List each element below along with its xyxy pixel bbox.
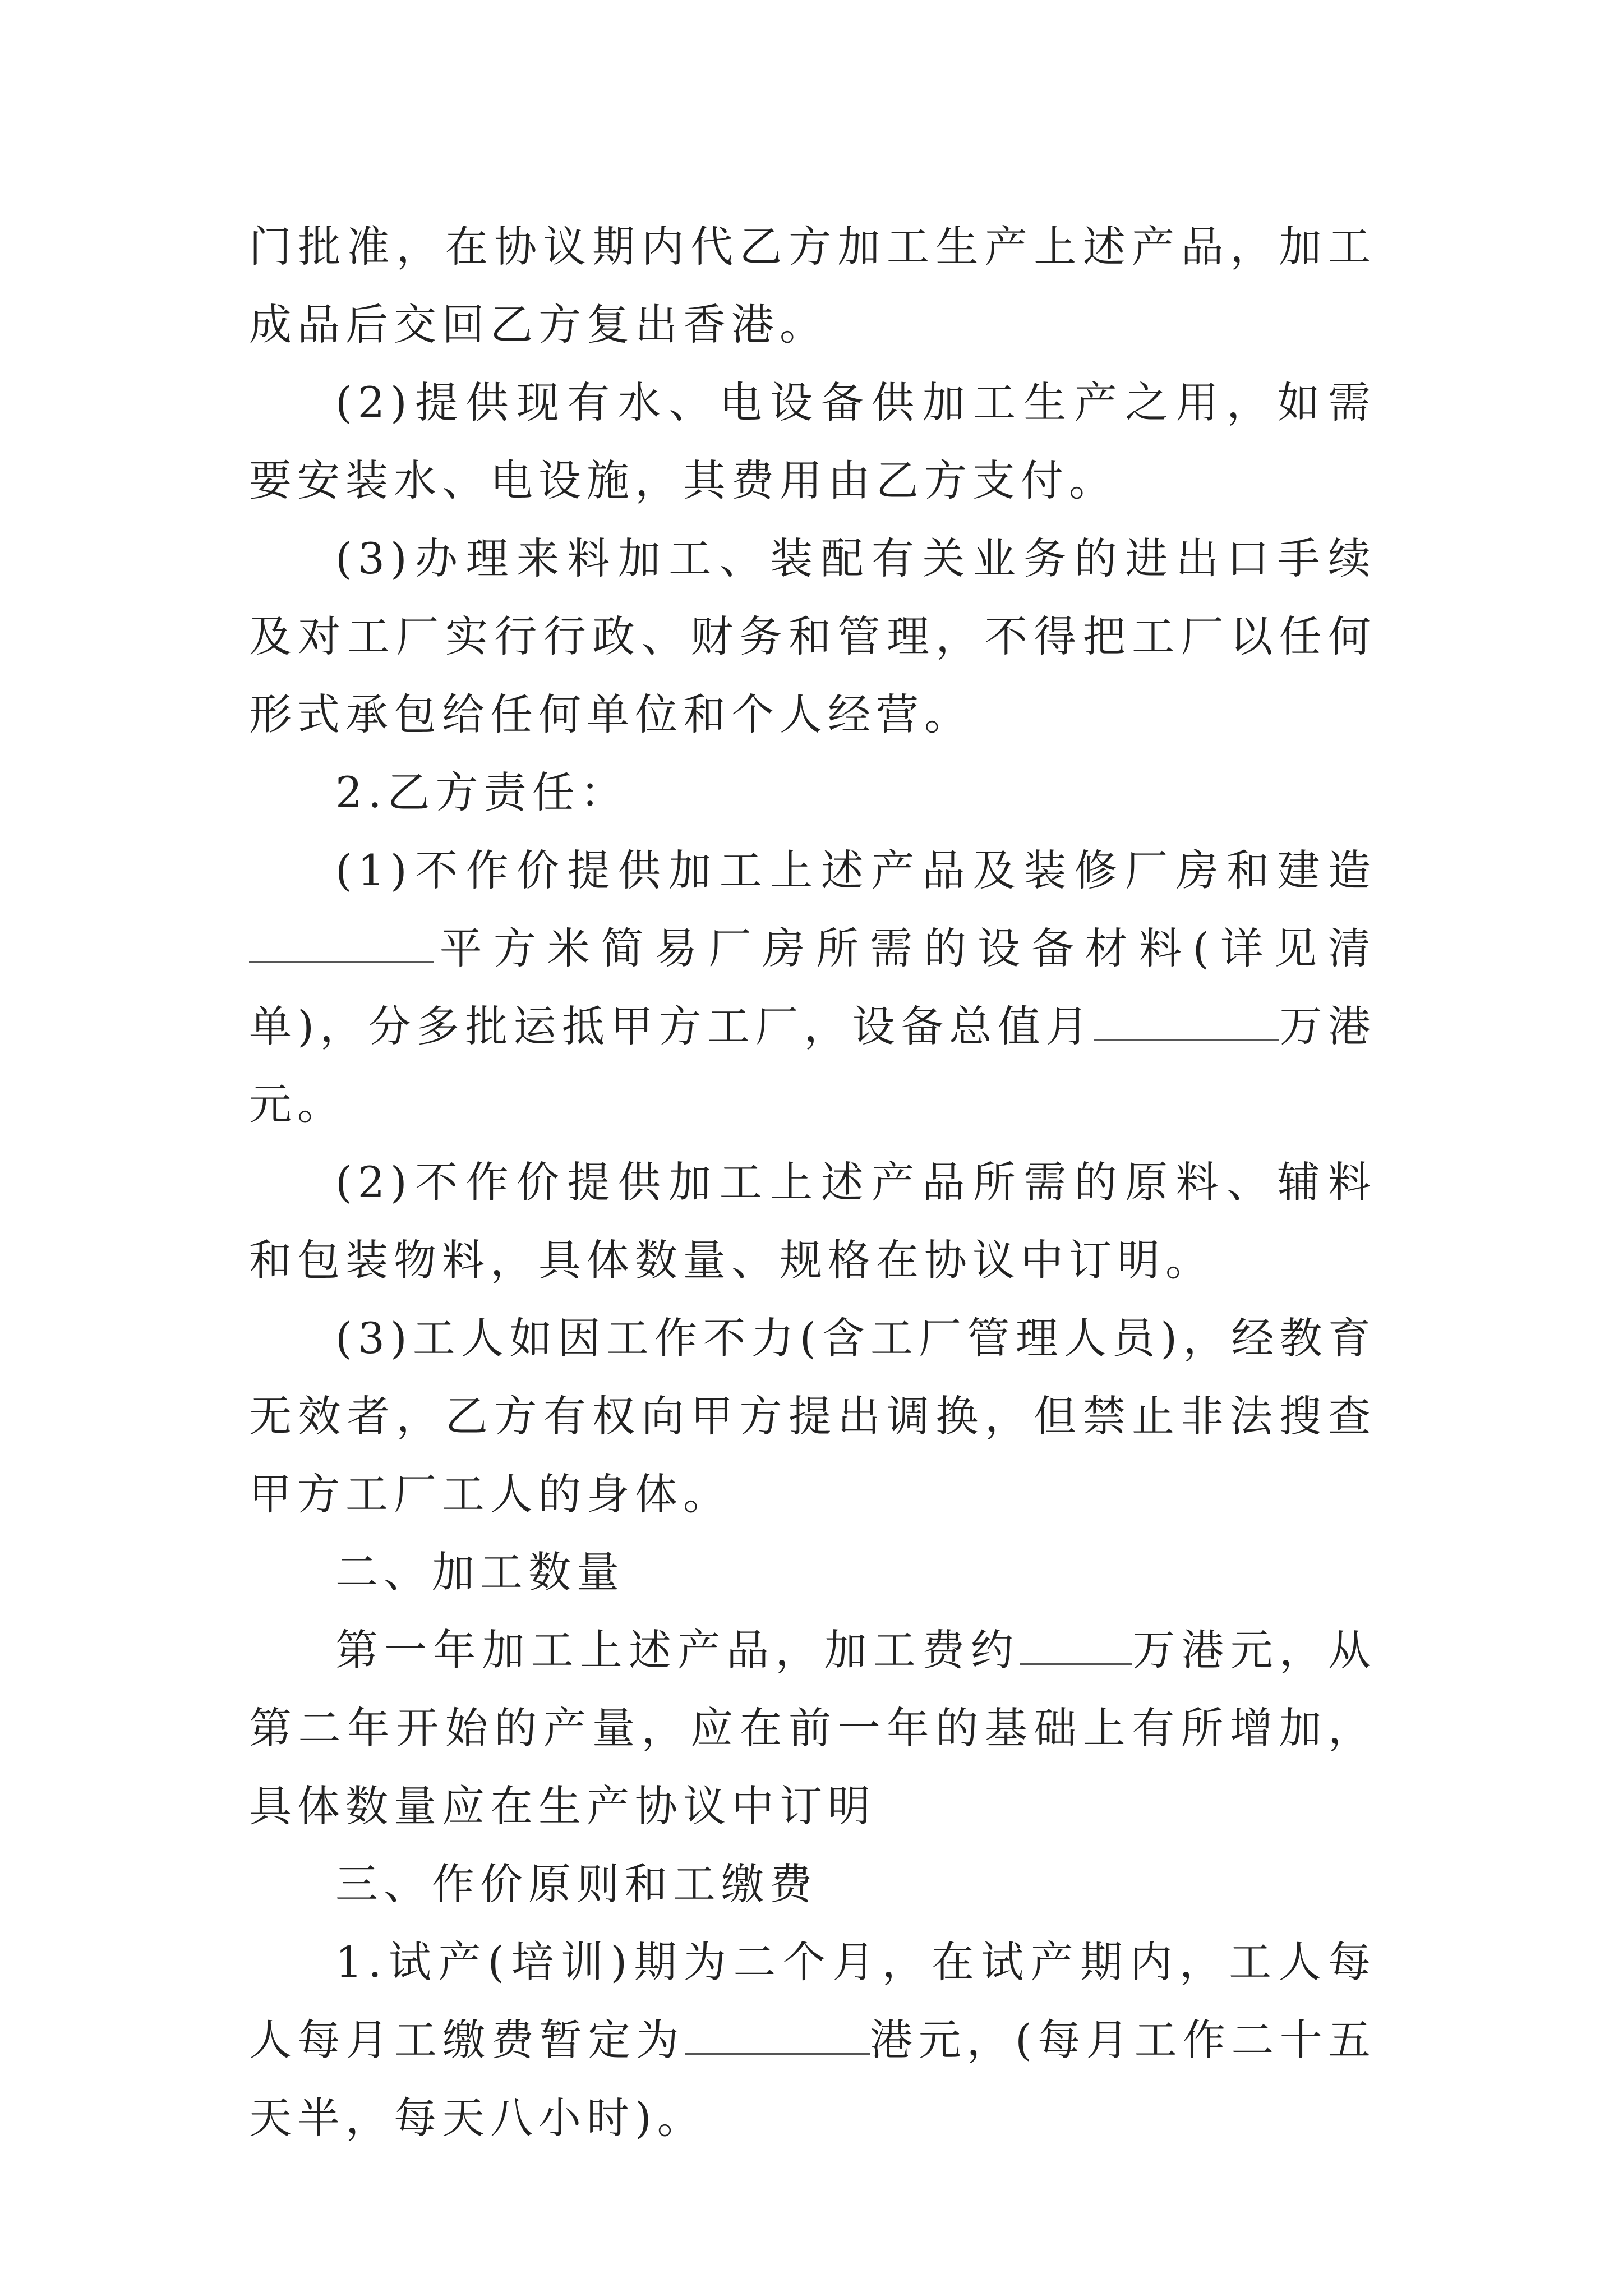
- paragraph-text: 第一年加工上述产品，加工费约: [335, 1625, 1020, 1675]
- paragraph-text: 港元，(每月工作二十五天半，每天八小时)。: [249, 2015, 1376, 2143]
- blank-line-wage: [685, 2018, 870, 2055]
- heading-text: 二、加工数量: [335, 1547, 625, 1597]
- paragraph-clause-3-workers: [249, 1299, 1376, 1533]
- paragraph-text: 平方米简易厂房所需的设备材料(详见清单)，分多批运抵甲方工厂，设备总值月: [249, 923, 1376, 1051]
- blank-line-area: [249, 927, 434, 963]
- paragraph-clause-3-procedures: [249, 519, 1376, 753]
- paragraph-processing-fee: [249, 1611, 1376, 1845]
- paragraph-clause-2-materials: [249, 1143, 1376, 1299]
- section-heading-party-b-responsibility: [249, 753, 1376, 831]
- paragraph-text: (2)提供现有水、电设备供加工生产之用，如需要安装水、电设施，其费用由乙方支付。: [249, 378, 1376, 505]
- paragraph-text: 万港元。: [249, 1001, 1376, 1129]
- paragraph-continuation: [249, 208, 1376, 364]
- blank-line-value: [1094, 1005, 1279, 1041]
- paragraph-text: (2)不作价提供加工上述产品所需的原料、辅料和包装物料，具体数量、规格在协议中订明。: [249, 1157, 1376, 1285]
- paragraph-text: 1.试产(培训)期为二个月，在试产期内，工人每人每月工缴费暂定为: [249, 1937, 1376, 2065]
- blank-line-fee: [1020, 1628, 1132, 1665]
- paragraph-clause-2-water-electricity: [249, 364, 1376, 519]
- document-body: [249, 208, 1376, 2157]
- heading-text: 三、作价原则和工缴费: [335, 1859, 818, 1909]
- paragraph-trial-period: [249, 1923, 1376, 2157]
- section-heading-pricing-principle: [249, 1845, 1376, 1923]
- section-heading-processing-quantity: [249, 1533, 1376, 1611]
- paragraph-text: (3)工人如因工作不力(含工厂管理人员)，经教育无效者，乙方有权向甲方提出调换，但禁止非法搜查甲方工厂工人的身体。: [249, 1313, 1376, 1519]
- paragraph-text: 万港元，从第二年开始的产量，应在前一年的基础上有所增加，具体数量应在生产协议中订明: [249, 1625, 1377, 1831]
- paragraph-text: 门批准，在协议期内代乙方加工生产上述产品，加工成品后交回乙方复出香港。: [249, 222, 1376, 349]
- heading-text: 2.乙方责任：: [335, 767, 629, 817]
- paragraph-text: (1)不作价提供加工上述产品及装修厂房和建造: [335, 845, 1376, 895]
- paragraph-clause-1-equipment: [249, 831, 1376, 1143]
- paragraph-text: (3)办理来料加工、装配有关业务的进出口手续及对工厂实行行政、财务和管理，不得把工厂以任何形式承包给任何单位和个人经营。: [249, 533, 1376, 739]
